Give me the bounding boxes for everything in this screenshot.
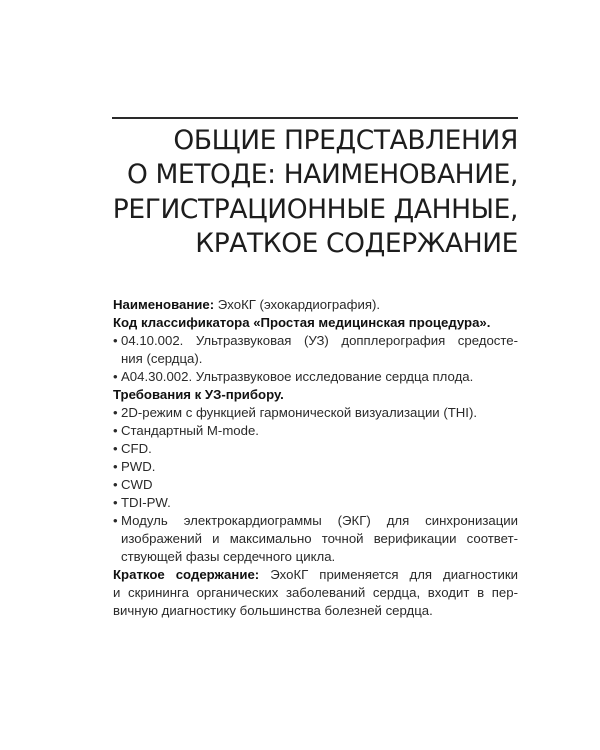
list-item-line: A04.30.002. Ультразвуковое исследование сердца плода. [121,369,474,384]
requirements-heading: Требования к УЗ-прибору. [113,387,284,402]
summary-paragraph-line: и скрининга органических заболеваний сердца, входит в пер- [113,585,518,600]
bullet-icon: • [113,333,118,348]
list-item-line: ния (сердца). [121,351,203,366]
requirement-item [113,404,518,422]
bullet-icon: • [113,369,118,384]
requirement-item [113,494,518,512]
summary-paragraph-line: вичную диагностику большинства болезней сердца. [113,603,433,618]
name-paragraph [113,296,518,314]
list-item-line: CFD. [121,441,152,456]
list-item-line: TDI-PW. [121,495,171,510]
requirement-item [113,458,518,476]
requirement-item [113,476,518,494]
requirement-item [113,440,518,458]
title-line-1: ОБЩИЕ ПРЕДСТАВЛЕНИЯ [173,125,518,156]
list-item-line: 2D-режим с функцией гармонической визуализации (THI). [121,405,478,420]
list-item-line: 04.10.002. Ультразвуковая (УЗ) допплерография средосте- [121,333,518,348]
bullet-icon: • [113,477,118,492]
list-item-line: изображений и максимально точной верификации соответ- [121,531,518,546]
title-rule [112,117,518,119]
classifier-item [113,368,518,386]
list-item-line: Модуль электрокардиограммы (ЭКГ) для синхронизации [121,513,518,528]
summary-paragraph-line [113,566,518,584]
list-item-line: PWD. [121,459,156,474]
list-item-line: ствующей фазы сердечного цикла. [121,549,336,564]
name-label: Наименование: [113,297,215,312]
bullet-icon: • [113,513,118,528]
requirement-item [113,512,518,566]
summary-label: Краткое содержание: [113,567,260,582]
title-line-3: РЕГИСТРАЦИОННЫЕ ДАННЫЕ, [112,193,518,225]
bullet-icon: • [113,441,118,456]
bullet-icon: • [113,423,118,438]
chapter-title [88,124,518,261]
title-line-2: О МЕТОДЕ: НАИМЕНОВАНИЕ, [126,159,518,191]
list-item-line: CWD [121,477,153,492]
bullet-icon: • [113,459,118,474]
summary-text: ЭхоКГ применяется для диагностики [259,567,519,582]
name-value: ЭхоКГ (эхокардиография). [214,297,381,312]
bullet-icon: • [113,405,118,420]
classifier-heading: Код классификатора «Простая медицинская процедура». [113,315,491,330]
body-text [113,296,518,620]
list-item-line: Стандартный M-mode. [121,423,259,438]
title-line-4: КРАТКОЕ СОДЕРЖАНИЕ [195,227,518,259]
classifier-item [113,332,518,368]
requirement-item [113,422,518,440]
bullet-icon: • [113,495,118,510]
